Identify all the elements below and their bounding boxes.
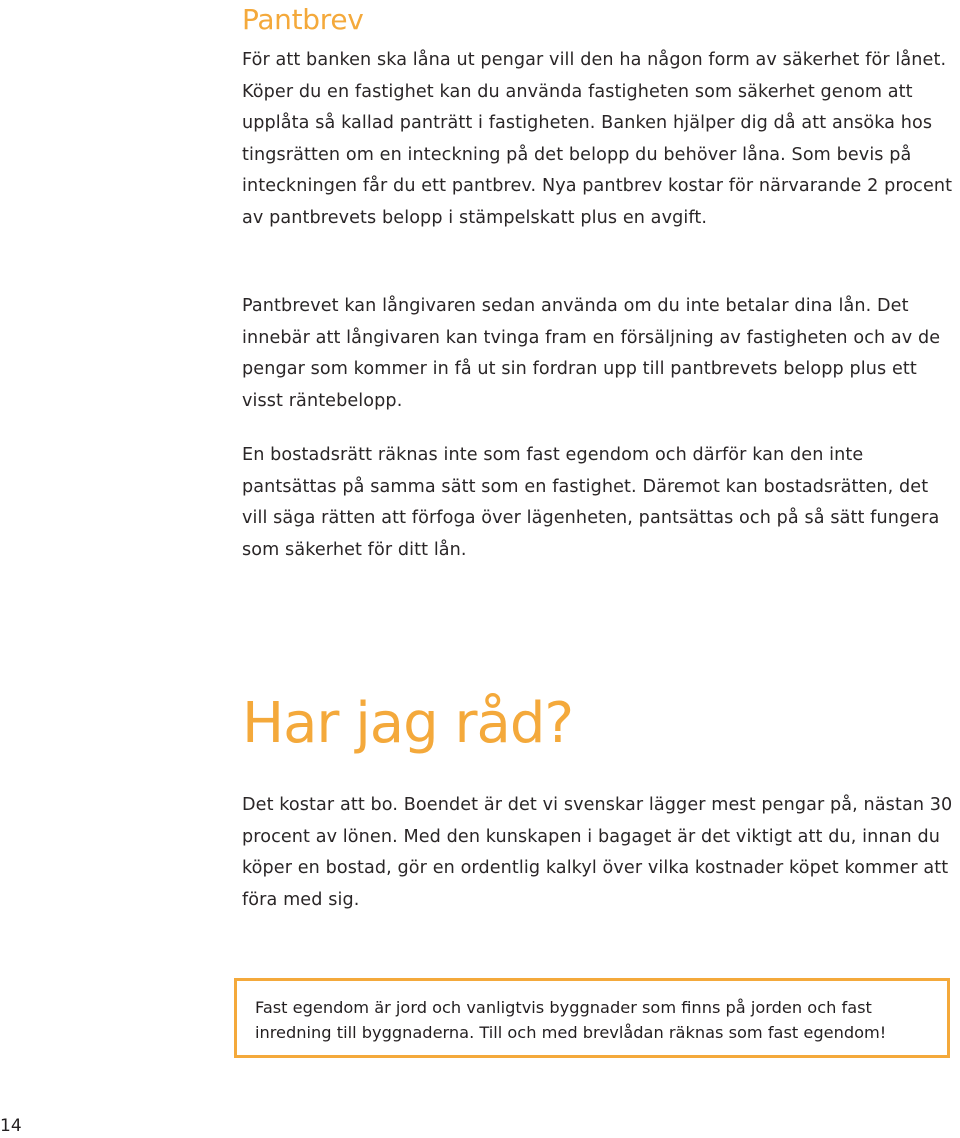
section-heading-har-jag-rad: Har jag råd? (242, 691, 574, 756)
paragraph-bostadsratt: En bostadsrätt räknas inte som fast egendom och därför kan den inte pantsättas på samma sätt som en fastighet. Däremot kan bostadsrätten, det vill säga rätten att förfoga över lägenheten, pantsättas och på så sätt fungera som säkerhet för ditt lån. (242, 445, 940, 560)
section-heading-pantbrev: Pantbrev (242, 3, 364, 36)
info-box-text: Fast egendom är jord och vanligtvis byggnader som finns på jorden och fast inredning till byggnaderna. Till och med brevlådan räknas som fast egendom! (255, 998, 887, 1042)
page-number: 14 (0, 1116, 22, 1136)
info-box-fast-egendom (234, 978, 950, 1058)
paragraph-pantbrev-usage: Pantbrevet kan långivaren sedan använda om du inte betalar dina lån. Det innebär att långivaren kan tvinga fram en försäljning av fastigheten och av de pengar som kommer in få ut sin fordran upp till pantbrevets belopp plus ett visst räntebelopp. (242, 296, 941, 411)
paragraph-pantbrev-intro: För att banken ska låna ut pengar vill den ha någon form av säkerhet för lånet. Köper du en fastighet kan du använda fastigheten som säkerhet genom att upplåta så kallad panträtt i fastigheten. Banken hjälper dig då att ansöka hos tingsrätten om en inteckning på det belopp du behöver låna. Som bevis på inteckningen får du ett pantbrev. Nya pantbrev kostar för närvarande 2 procent av pantbrevets belopp i stämpelskatt plus en avgift. (242, 50, 953, 228)
paragraph-har-jag-rad: Det kostar att bo. Boendet är det vi svenskar lägger mest pengar på, nästan 30 procent av lönen. Med den kunskapen i bagaget är det viktigt att du, innan du köper en bostad, gör en ordentlig kalkyl över vilka kostnader köpet kommer att föra med sig. (242, 795, 953, 910)
